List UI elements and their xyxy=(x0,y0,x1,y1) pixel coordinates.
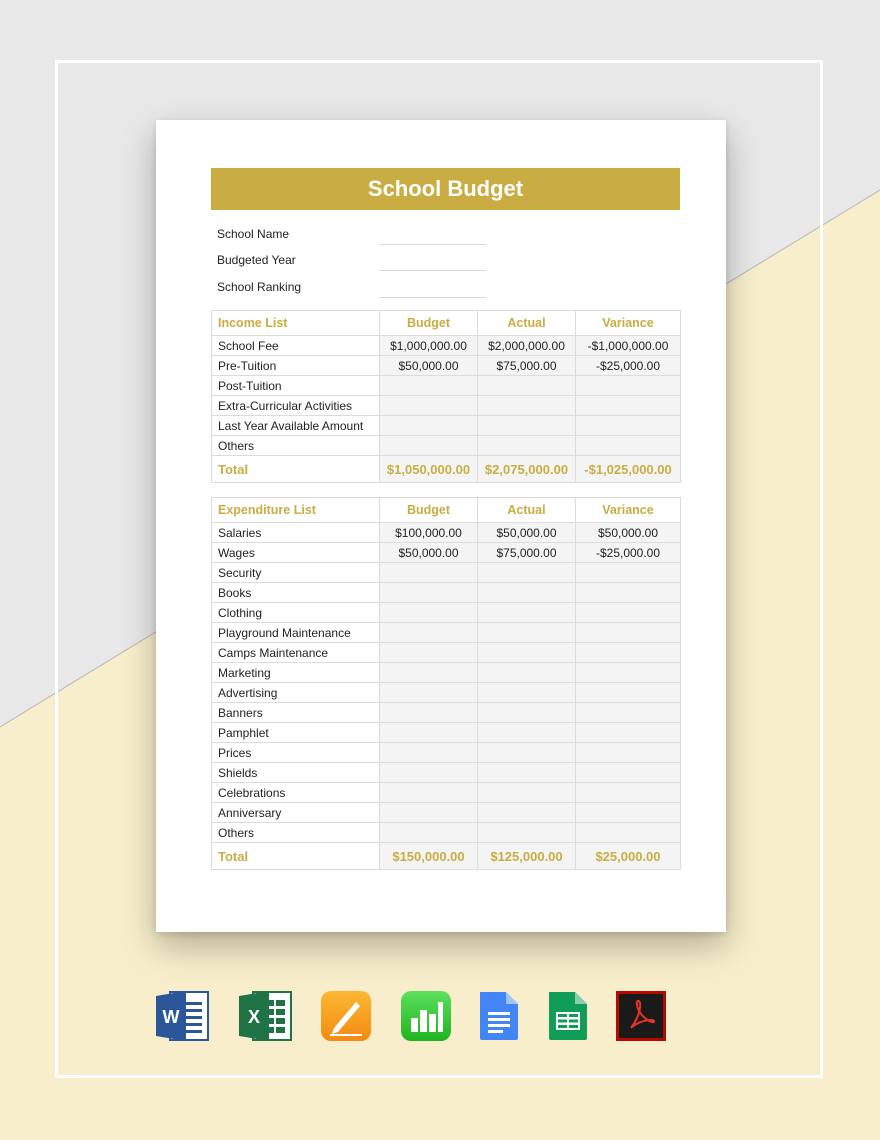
expenditure-row xyxy=(212,743,681,763)
word-icon[interactable] xyxy=(156,990,210,1042)
info-label: School Ranking xyxy=(217,279,302,294)
budget-cell[interactable] xyxy=(380,783,478,803)
expenditure-row xyxy=(212,583,681,603)
svg-text:X: X xyxy=(247,1007,261,1027)
row-label: Banners xyxy=(212,703,380,723)
row-label: Security xyxy=(212,563,380,583)
column-header: Actual xyxy=(478,498,576,523)
format-icons xyxy=(0,990,880,1050)
expenditure-row xyxy=(212,523,681,543)
income-header-row xyxy=(212,311,681,336)
budget-cell[interactable] xyxy=(380,436,478,456)
info-row-school-ranking xyxy=(211,273,680,300)
expenditure-row xyxy=(212,803,681,823)
actual-cell[interactable] xyxy=(478,783,576,803)
expenditure-row xyxy=(212,783,681,803)
document-page xyxy=(156,120,726,932)
budget-cell[interactable] xyxy=(380,643,478,663)
total-budget: $150,000.00 xyxy=(380,843,478,870)
actual-cell[interactable]: $75,000.00 xyxy=(478,543,576,563)
total-actual: $125,000.00 xyxy=(478,843,576,870)
variance-cell[interactable] xyxy=(576,396,681,416)
pdf-icon[interactable] xyxy=(615,990,667,1042)
budget-cell[interactable]: $50,000.00 xyxy=(380,543,478,563)
variance-cell[interactable] xyxy=(576,416,681,436)
budget-cell[interactable] xyxy=(380,723,478,743)
column-header: Actual xyxy=(478,311,576,336)
row-label: Prices xyxy=(212,743,380,763)
google-docs-icon[interactable] xyxy=(478,990,520,1042)
income-table xyxy=(211,310,681,483)
actual-cell[interactable] xyxy=(478,663,576,683)
row-label: Pre-Tuition xyxy=(212,356,380,376)
info-row-budgeted-year xyxy=(211,247,680,274)
expenditure-row xyxy=(212,683,681,703)
expenditure-total-row xyxy=(212,843,681,870)
school-name-field[interactable] xyxy=(379,244,486,245)
actual-cell[interactable] xyxy=(478,723,576,743)
expenditure-row xyxy=(212,703,681,723)
variance-cell[interactable] xyxy=(576,723,681,743)
budget-cell[interactable] xyxy=(380,823,478,843)
income-row xyxy=(212,436,681,456)
row-label: Pamphlet xyxy=(212,723,380,743)
variance-cell[interactable] xyxy=(576,603,681,623)
total-actual: $2,075,000.00 xyxy=(478,456,576,483)
budget-cell[interactable] xyxy=(380,703,478,723)
actual-cell[interactable] xyxy=(478,563,576,583)
row-label: Salaries xyxy=(212,523,380,543)
expenditure-table xyxy=(211,497,681,870)
column-header: Variance xyxy=(576,498,681,523)
actual-cell[interactable] xyxy=(478,743,576,763)
variance-cell[interactable] xyxy=(576,783,681,803)
variance-cell[interactable] xyxy=(576,376,681,396)
expenditure-row xyxy=(212,543,681,563)
excel-icon[interactable] xyxy=(239,990,293,1042)
variance-cell[interactable]: -$1,000,000.00 xyxy=(576,336,681,356)
variance-cell[interactable] xyxy=(576,743,681,763)
variance-cell[interactable] xyxy=(576,663,681,683)
variance-cell[interactable]: -$25,000.00 xyxy=(576,543,681,563)
budget-cell[interactable] xyxy=(380,416,478,436)
variance-cell[interactable] xyxy=(576,436,681,456)
actual-cell[interactable] xyxy=(478,603,576,623)
column-header: Variance xyxy=(576,311,681,336)
expenditure-row xyxy=(212,763,681,783)
info-label: Budgeted Year xyxy=(217,253,296,267)
income-row xyxy=(212,396,681,416)
total-label: Total xyxy=(212,456,380,483)
expenditure-row xyxy=(212,643,681,663)
row-label: Celebrations xyxy=(212,783,380,803)
income-total-row xyxy=(212,456,681,483)
expenditure-row xyxy=(212,723,681,743)
budget-cell[interactable] xyxy=(380,743,478,763)
budget-cell[interactable] xyxy=(380,583,478,603)
budget-cell[interactable] xyxy=(380,663,478,683)
budget-cell[interactable] xyxy=(380,763,478,783)
budget-cell[interactable]: $50,000.00 xyxy=(380,356,478,376)
variance-cell[interactable] xyxy=(576,643,681,663)
income-row xyxy=(212,416,681,436)
variance-cell[interactable] xyxy=(576,703,681,723)
income-row xyxy=(212,376,681,396)
svg-text:W: W xyxy=(162,1007,180,1027)
variance-cell[interactable] xyxy=(576,803,681,823)
variance-cell[interactable] xyxy=(576,583,681,603)
row-label: Wages xyxy=(212,543,380,563)
budget-cell[interactable] xyxy=(380,603,478,623)
row-label: Others xyxy=(212,823,380,843)
column-header: Income List xyxy=(212,311,380,336)
variance-cell[interactable] xyxy=(576,823,681,843)
total-budget: $1,050,000.00 xyxy=(380,456,478,483)
budget-cell[interactable]: $100,000.00 xyxy=(380,523,478,543)
document-title: School Budget xyxy=(211,168,680,210)
actual-cell[interactable] xyxy=(478,623,576,643)
actual-cell[interactable] xyxy=(478,683,576,703)
actual-cell[interactable] xyxy=(478,416,576,436)
variance-cell[interactable] xyxy=(576,563,681,583)
row-label: Advertising xyxy=(212,683,380,703)
expenditure-row xyxy=(212,823,681,843)
variance-cell[interactable] xyxy=(576,623,681,643)
expenditure-row xyxy=(212,663,681,683)
column-header: Budget xyxy=(380,498,478,523)
school-ranking-field[interactable] xyxy=(379,297,486,298)
actual-cell[interactable] xyxy=(478,436,576,456)
expenditure-row xyxy=(212,563,681,583)
budget-cell[interactable] xyxy=(380,563,478,583)
actual-cell[interactable] xyxy=(478,396,576,416)
actual-cell[interactable]: $50,000.00 xyxy=(478,523,576,543)
variance-cell[interactable] xyxy=(576,763,681,783)
actual-cell[interactable] xyxy=(478,803,576,823)
actual-cell[interactable]: $75,000.00 xyxy=(478,356,576,376)
google-sheets-icon[interactable] xyxy=(547,990,589,1042)
actual-cell[interactable] xyxy=(478,763,576,783)
budget-cell[interactable] xyxy=(380,683,478,703)
actual-cell[interactable] xyxy=(478,376,576,396)
actual-cell[interactable] xyxy=(478,583,576,603)
variance-cell[interactable] xyxy=(576,683,681,703)
actual-cell[interactable] xyxy=(478,703,576,723)
variance-cell[interactable]: $50,000.00 xyxy=(576,523,681,543)
row-label: Shields xyxy=(212,763,380,783)
budget-cell[interactable]: $1,000,000.00 xyxy=(380,336,478,356)
row-label: Clothing xyxy=(212,603,380,623)
row-label: Anniversary xyxy=(212,803,380,823)
column-header: Budget xyxy=(380,311,478,336)
row-label: Others xyxy=(212,436,380,456)
total-label: Total xyxy=(212,843,380,870)
budget-cell[interactable] xyxy=(380,623,478,643)
row-label: Playground Maintenance xyxy=(212,623,380,643)
row-label: Extra-Curricular Activities xyxy=(212,396,380,416)
total-variance: $25,000.00 xyxy=(576,843,681,870)
budget-cell[interactable] xyxy=(380,376,478,396)
expenditure-row xyxy=(212,623,681,643)
row-label: Books xyxy=(212,583,380,603)
pages-icon[interactable] xyxy=(320,990,372,1042)
row-label: School Fee xyxy=(212,336,380,356)
income-row xyxy=(212,356,681,376)
info-row-school-name xyxy=(211,220,680,247)
row-label: Marketing xyxy=(212,663,380,683)
numbers-icon[interactable] xyxy=(400,990,452,1042)
actual-cell[interactable] xyxy=(478,643,576,663)
actual-cell[interactable]: $2,000,000.00 xyxy=(478,336,576,356)
total-variance: -$1,025,000.00 xyxy=(576,456,681,483)
variance-cell[interactable]: -$25,000.00 xyxy=(576,356,681,376)
budget-cell[interactable] xyxy=(380,396,478,416)
row-label: Post-Tuition xyxy=(212,376,380,396)
budgeted-year-field[interactable] xyxy=(379,270,486,271)
row-label: Last Year Available Amount xyxy=(212,416,380,436)
info-label: School Name xyxy=(217,226,290,241)
expenditure-row xyxy=(212,603,681,623)
school-info-section xyxy=(211,220,680,300)
income-row xyxy=(212,336,681,356)
row-label: Camps Maintenance xyxy=(212,643,380,663)
actual-cell[interactable] xyxy=(478,823,576,843)
column-header: Expenditure List xyxy=(212,498,380,523)
expenditure-header-row xyxy=(212,498,681,523)
budget-cell[interactable] xyxy=(380,803,478,823)
